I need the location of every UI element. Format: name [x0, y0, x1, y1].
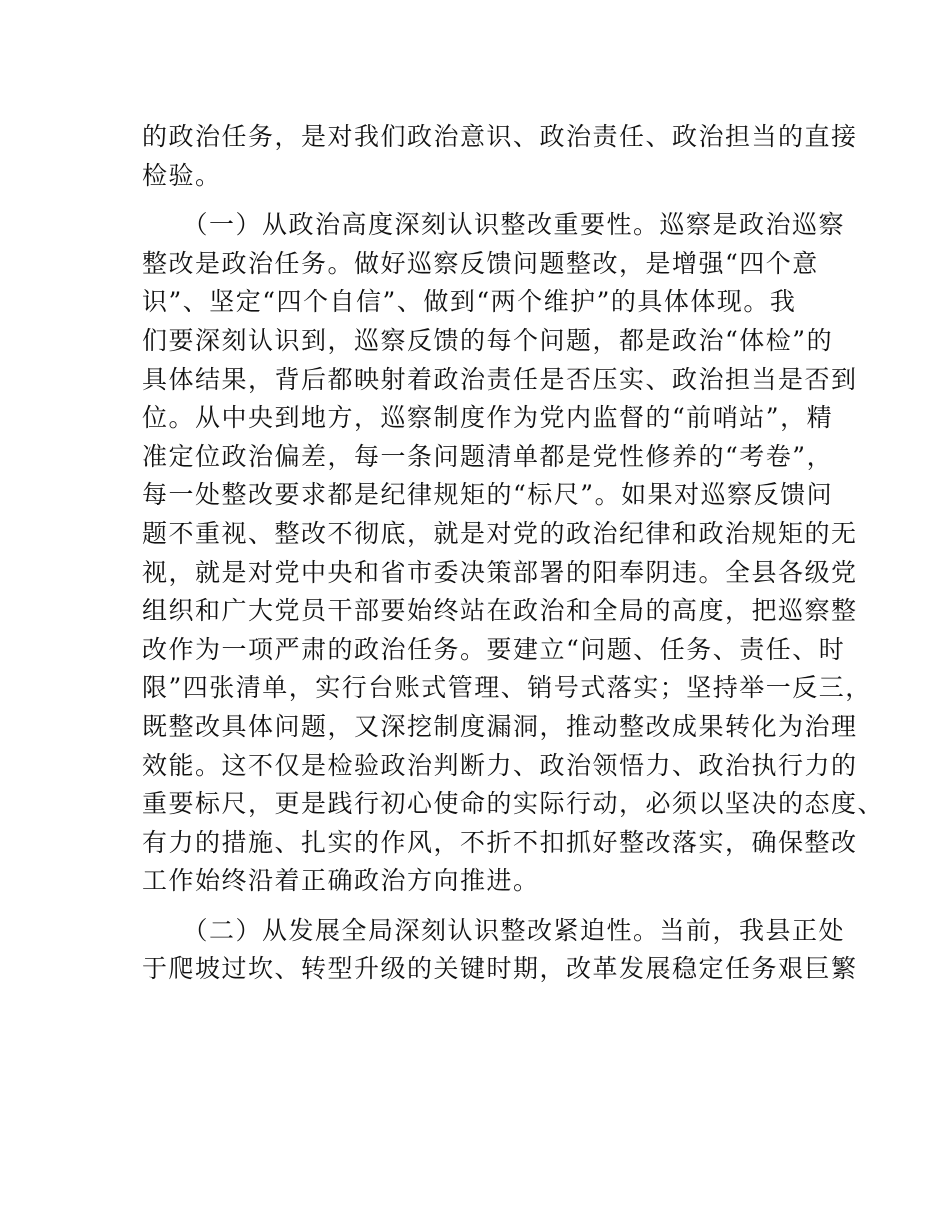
text-line: 准定位政治偏差，每一条问题清单都是党性修养的“考卷”， — [142, 441, 834, 471]
text-line: 整改是政治任务。做好巡察反馈问题整改，是增强“四个意 — [142, 248, 819, 278]
document-body — [142, 118, 885, 989]
paragraph-gap — [142, 901, 822, 912]
text-line: 改作为一项严肃的政治任务。要建立“问题、任务、责任、时 — [142, 634, 846, 664]
text-line: 限”四张清单，实行台账式管理、销号式落实；坚持举一反三， — [142, 673, 872, 703]
text-line: 视，就是对党中央和省市委决策部署的阳奉阴违。全县各级党 — [142, 557, 858, 587]
paragraph-section-two — [142, 912, 858, 989]
text-line: 工作始终沿着正确政治方向推进。 — [142, 866, 540, 896]
text-line: （二）从发展全局深刻认识整改紧迫性。当前，我县正处 — [142, 915, 846, 945]
text-line: 识”、坚定“四个自信”、做到“两个维护”的具体体现。我 — [142, 287, 797, 317]
text-line: 们要深刻认识到，巡察反馈的每个问题，都是政治“体检”的 — [142, 325, 834, 355]
text-line: 每一处整改要求都是纪律规矩的“标尺”。如果对巡察反馈问 — [142, 480, 834, 510]
text-line: 组织和广大党员干部要始终站在政治和全局的高度，把巡察整 — [142, 596, 858, 626]
text-line: 有力的措施、扎实的作风，不折不扣抓好整改落实，确保整改 — [142, 827, 858, 857]
text-line: 重要标尺，更是践行初心使命的实际行动，必须以坚决的态度、 — [142, 789, 885, 819]
text-line: 既整改具体问题，又深挖制度漏洞，推动整改成果转化为治理 — [142, 711, 858, 741]
text-line: （一）从政治高度深刻认识整改重要性。巡察是政治巡察 — [142, 210, 846, 240]
text-line: 于爬坡过坎、转型升级的关键时期，改革发展稳定任务艰巨繁 — [142, 954, 858, 984]
paragraph-gap — [142, 195, 822, 206]
text-line: 检验。 — [142, 160, 222, 190]
text-line: 位。从中央到地方，巡察制度作为党内监督的“前哨站”，精 — [142, 403, 834, 433]
paragraph-section-one — [142, 206, 885, 901]
text-line: 题不重视、整改不彻底，就是对党的政治纪律和政治规矩的无 — [142, 518, 858, 548]
text-line: 具体结果，背后都映射着政治责任是否压实、政治担当是否到 — [142, 364, 858, 394]
paragraph-intro-continuation — [142, 118, 858, 195]
text-line: 效能。这不仅是检验政治判断力、政治领悟力、政治执行力的 — [142, 750, 858, 780]
text-line: 的政治任务，是对我们政治意识、政治责任、政治担当的直接 — [142, 122, 858, 151]
